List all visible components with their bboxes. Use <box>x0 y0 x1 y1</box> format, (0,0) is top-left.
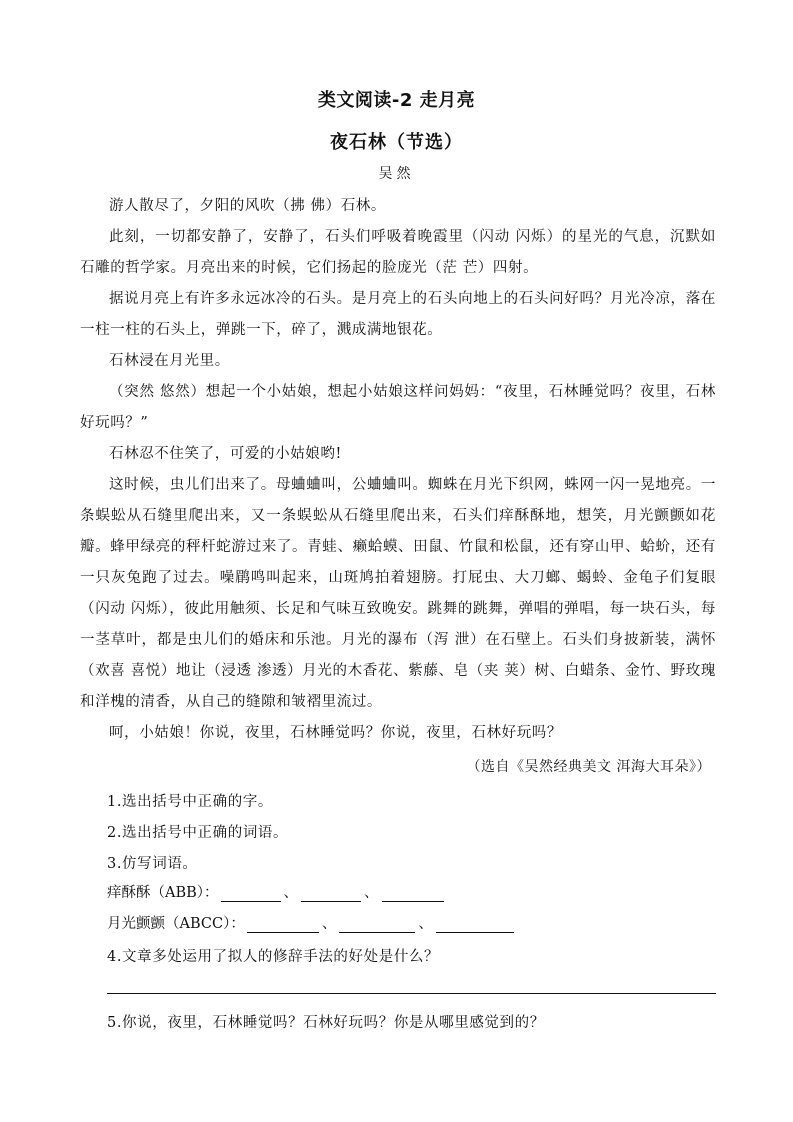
answer-blank[interactable] <box>301 885 361 902</box>
paragraph-6: 石林忍不住笑了，可爱的小姑娘哟! <box>109 446 342 462</box>
answer-blank[interactable] <box>382 885 444 902</box>
paragraph-2: 此刻，一切都安静了，安静了，石头们呼吸着晚霞里（闪动 闪烁）的星光的气息，沉默如石雕的哲学家。月亮出来的时候，它们扬起的脸庞光（茫 芒）四射。 <box>80 229 716 276</box>
source-citation: （选自《吴然经典美文 洱海大耳朵》） <box>466 759 711 775</box>
question-3: 3.仿写词语。 <box>107 856 198 872</box>
article-title: 夜石林（节选） <box>330 132 463 153</box>
article-author: 吴然 <box>378 166 415 182</box>
paragraph-7: 这时候，虫儿们出来了。母蛐蛐叫，公蛐蛐叫。蜘蛛在月光下织网，蛛网一闪一晃地亮。一条蜈蚣从石缝里爬出来，又一条蜈蚣从石缝里爬出来，石头们痒酥酥地，想笑，月光颤颤如花瓣。蜂甲绿亮的秤杆蛇游过来了。青蛙、癞蛤蟆、田鼠、竹鼠和松鼠，还有穿山甲、蛤蚧，还有一只灰兔跑了过去。噪鹛鸣叫起来，山斑鸠拍着翅膀。打屁虫、大刀螂、蝎蛉、金龟子们复眼（闪动 闪烁），彼此用触须、长足和气味互致晚安。跳舞的跳舞，弹唱的弹唱，每一块石头，每一茎草叶，都是虫儿们的婚床和乐池。月光的瀑布（泻 泄）在石壁上。石头们身披新装，满怀（欢喜 喜悦）地让（浸透 渗透）月光的木香花、紫藤、皂（夹 荚）树、白蜡条、金竹、野玫瑰和洋槐的清香，从自己的缝隙和皱褶里流过。 <box>80 477 716 710</box>
paragraph-3: 据说月亮上有许多永远冰冷的石头。是月亮上的石头向地上的石头问好吗？月光冷凉，落在一柱一柱的石头上，弹跳一下，碎了，溅成满地银花。 <box>80 291 716 338</box>
question-2: 2.选出括号中正确的词语。 <box>107 825 289 841</box>
question-3b-row <box>107 912 516 933</box>
paragraph-8: 呵，小姑娘！你说，夜里，石林睡觉吗？你说，夜里，石林好玩吗？ <box>109 725 562 741</box>
answer-line[interactable] <box>107 993 716 994</box>
page-title: 类文阅读-2 走月亮 <box>317 90 476 111</box>
separator: 、 <box>283 885 299 901</box>
question-3b-label: 月光颤颤（ABCC）： <box>107 916 245 932</box>
paragraph-1: 游人散尽了，夕阳的风吹（拂 佛）石林。 <box>109 198 387 214</box>
answer-blank[interactable] <box>247 916 319 933</box>
paragraph-4: 石林浸在月光里。 <box>109 353 230 369</box>
answer-blank[interactable] <box>436 916 514 933</box>
question-3a-row <box>107 881 446 902</box>
separator: 、 <box>364 885 379 901</box>
question-5: 5.你说，夜里，石林睡觉吗？石林好玩吗？你是从哪里感觉到的？ <box>107 1015 545 1031</box>
separator: 、 <box>418 916 433 932</box>
question-1: 1.选出括号中正确的字。 <box>107 794 274 810</box>
answer-blank[interactable] <box>339 916 415 933</box>
answer-blank[interactable] <box>221 885 281 902</box>
separator: 、 <box>321 916 337 932</box>
paragraph-5: （突然 悠然）想起一个小姑娘，想起小姑娘这样问妈妈：“夜里，石林睡觉吗？夜里，石林好玩吗？” <box>80 384 716 431</box>
question-4: 4.文章多处运用了拟人的修辞手法的好处是什么？ <box>107 949 440 965</box>
question-3a-label: 痒酥酥（ABB）： <box>107 885 219 901</box>
